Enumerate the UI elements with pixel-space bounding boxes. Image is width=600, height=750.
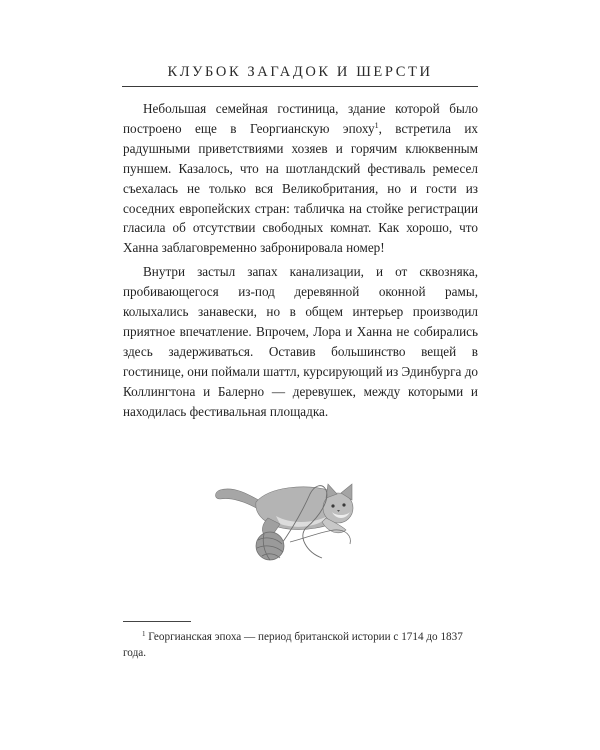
- footnote: [123, 629, 478, 661]
- cat-eye-left: [331, 504, 334, 507]
- cat-with-yarn-illustration: [210, 472, 370, 564]
- paragraph-1-text-continued: , встретила их радушными приветствиями хозяев и горячим клюквенным пуншем. Казалось, что на шотландский фестиваль ремесел съехалась не только вся Великобритания, но и гости из соседних европейских стран: табличка на стойке регистрации гласила об отсутствии свободных комнат. Как хорошо, что Ханна заблаговременно забронировала номер!: [123, 120, 479, 256]
- header-rule: [122, 86, 478, 87]
- footnote-text: Георгианская эпоха — период британской истории с 1714 до 1837 года.: [123, 631, 463, 659]
- paragraph-1-text: Небольшая семейная гостиница, здание которой было построено еще в Георгианскую эпоху: [123, 101, 478, 136]
- paragraph-1: [123, 99, 478, 258]
- paragraph-2: Внутри застыл запах канализации, и от сквозняка, пробивающегося из-под деревянной оконной рамы, колыхались занавески, но в общем интерьер производил приятное впечатление. Впрочем, Лора и Ханна не собирались здесь задерживаться. Оставив большинство вещей в гостинице, они поймали шаттл, курсирующий из Эдинбурга до Коллингтона и Балерно — деревушек, между которыми и находилась фестивальная площадка.: [123, 264, 478, 419]
- cat-tail: [216, 489, 263, 510]
- footnote-marker: 1: [142, 630, 146, 638]
- body-text: [123, 99, 478, 426]
- running-head: КЛУБОК ЗАГАДОК И ШЕРСТИ: [167, 64, 433, 80]
- cat-eye-right: [342, 503, 345, 506]
- footnote-reference[interactable]: 1: [374, 120, 379, 130]
- footnote-rule: [123, 621, 191, 622]
